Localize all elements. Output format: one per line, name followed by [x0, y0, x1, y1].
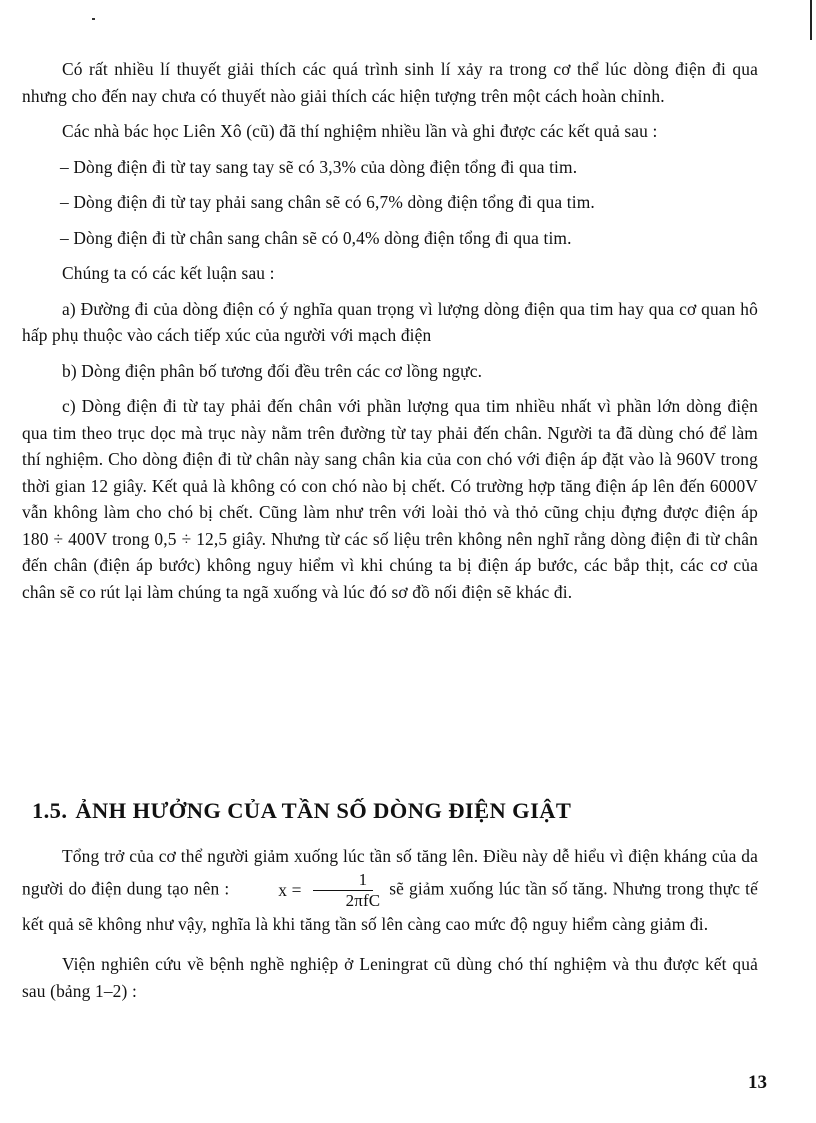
- formula-lhs: x =: [278, 880, 302, 900]
- bullet-foot-to-foot: – Dòng điện đi từ chân sang chân sẽ có 0,4% dòng điện tổng đi qua tim.: [60, 227, 572, 248]
- paragraph-leningrad-institute: Viện nghiên cứu về bệnh nghề nghiệp ở Leningrat cũ dùng chó thí nghiệm và thu được kết quả sau (bảng 1–2) :: [22, 954, 758, 1001]
- paragraph-theories: Có rất nhiều lí thuyết giải thích các quá trình sinh lí xảy ra trong cơ thể lúc dòng điện đi qua nhưng cho đến nay chưa có thuyết nào giải thích các hiện tượng trên một cách hoàn chỉnh.: [22, 59, 758, 106]
- frequency-text-end: sẽ giảm xuống lúc tần số tăng. Nhưng trong thực tế kết quả sẽ không như vậy, nghĩa là khi tăng tần số lên càng cao mức độ nguy hiểm càng giảm đi.: [22, 878, 758, 934]
- page-number: 13: [748, 1072, 767, 1093]
- conclusion-b: b) Dòng điện phân bố tương đối đều trên các cơ lồng ngực.: [62, 360, 483, 381]
- conclusion-a: a) Đường đi của dòng điện có ý nghĩa quan trọng vì lượng dòng điện qua tim hay qua cơ quan hô hấp phụ thuộc vào cách tiếp xúc của người với mạch điện: [22, 298, 758, 345]
- section-number: 1.5.: [32, 798, 68, 823]
- capacitive-reactance-formula: [238, 870, 380, 911]
- body-text-bottom: [22, 843, 758, 1005]
- paragraph-frequency: [22, 843, 758, 938]
- scan-speck: [92, 18, 95, 20]
- paragraph-conclusions-intro: Chúng ta có các kết luận sau :: [62, 263, 275, 283]
- formula-numerator: 1: [313, 870, 374, 891]
- bullet-hand-to-hand: – Dòng điện đi từ tay sang tay sẽ có 3,3% của dòng điện tổng đi qua tim.: [60, 156, 578, 177]
- bullet-hand-to-foot: – Dòng điện đi từ tay phải sang chân sẽ có 6,7% dòng điện tổng đi qua tim.: [60, 192, 595, 212]
- page-edge-mark: [810, 0, 812, 40]
- paragraph-experiments: Các nhà bác học Liên Xô (cũ) đã thí nghiệm nhiều lần và ghi được các kết quả sau :: [62, 121, 658, 141]
- formula-denominator: 2πfC: [345, 891, 381, 910]
- section-title: ẢNH HƯỞNG CỦA TẦN SỐ DÒNG ĐIỆN GIẬT: [75, 798, 572, 823]
- formula-fraction: [306, 870, 381, 911]
- body-text-top: [22, 56, 758, 605]
- section-heading: [32, 798, 571, 824]
- conclusion-c: c) Dòng điện đi từ tay phải đến chân với phần lượng qua tim nhiều nhất vì phần lớn dòng điện qua tim theo trục dọc mà trục này nằm trên đường từ tay phải đến chân. Người ta đã dùng chó để làm thí nghiệm. Cho dòng điện đi từ chân này sang chân kia của con chó với điện áp đặt vào là 960V trong thời gian 12 giây. Kết quả là không có con chó nào bị chết. Có trường hợp tăng điện áp lên đến 6000V vẫn không làm cho chó bị chết. Cũng làm như trên với loài thỏ và thỏ cũng chịu đựng được điện áp 180 ÷ 400V trong 0,5 ÷ 12,5 giây. Nhưng từ các số liệu trên không nên nghĩ rằng dòng điện đi từ chân đến chân (điện áp bước) không nguy hiểm vì khi chúng ta bị điện áp bước, các bắp thịt, các cơ của chân sẽ co rút lại làm chúng ta ngã xuống và lúc đó sơ đồ nối điện sẽ khác đi.: [22, 396, 758, 602]
- frequency-text-start: Tổng trở của cơ thể người giảm xuống lúc tần số tăng lên. Điều này dễ hiểu vì điện kháng của da người do điện dung tạo nên :: [22, 846, 758, 899]
